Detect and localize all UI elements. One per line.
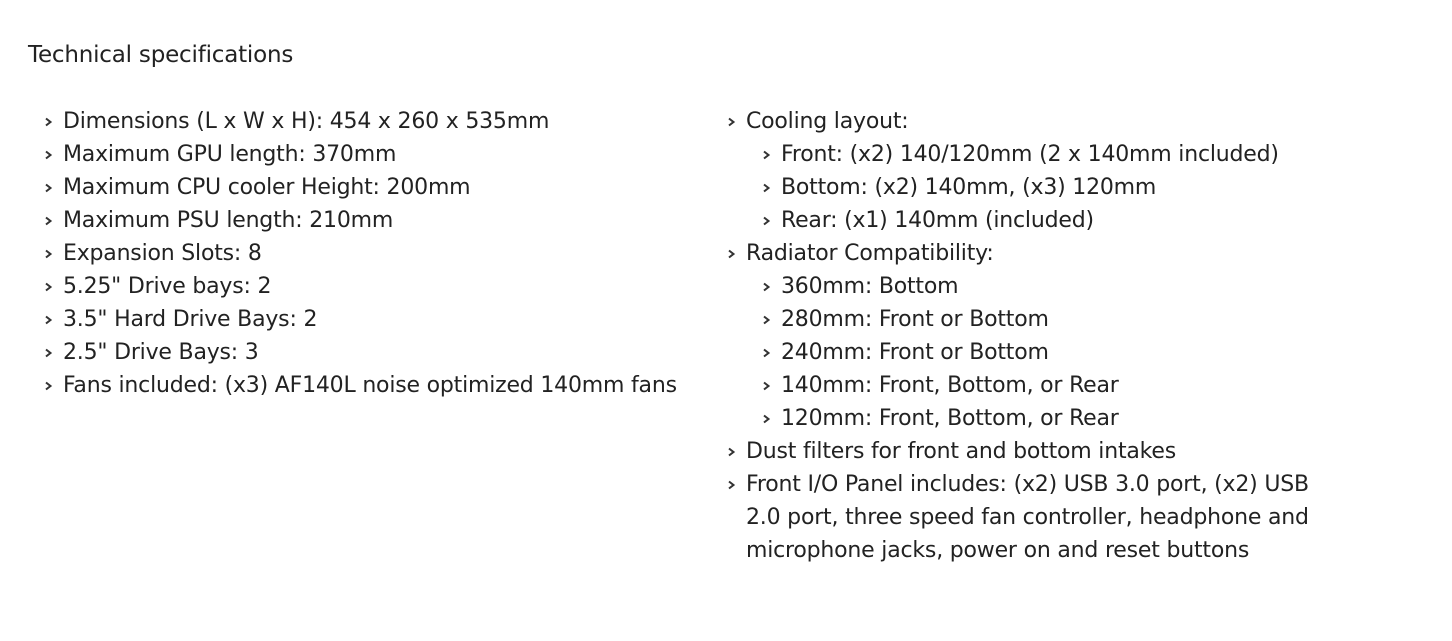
- spec-expansion-slots: Expansion Slots: 8: [63, 241, 262, 266]
- list-item: [760, 204, 1345, 237]
- radiator-120: 120mm: Front, Bottom, or Rear: [781, 406, 1119, 431]
- spec-front-io-panel: Front I/O Panel includes: (x2) USB 3.0 port, (x2) USB 2.0 port, three speed fan controller, headphone and microphone jacks, power on and reset buttons: [746, 472, 1309, 563]
- list-item: [760, 303, 1345, 336]
- list-item: [760, 138, 1345, 171]
- chevron-right-icon: [44, 315, 53, 325]
- cooling-bottom: Bottom: (x2) 140mm, (x3) 120mm: [781, 175, 1157, 200]
- spec-dimensions: Dimensions (L x W x H): 454 x 260 x 535mm: [63, 109, 550, 134]
- list-item: [42, 105, 702, 138]
- list-item: [725, 435, 1345, 468]
- spec-fans-included: Fans included: (x3) AF140L noise optimized 140mm fans: [63, 373, 677, 398]
- chevron-right-icon: [762, 315, 771, 325]
- list-item: [42, 204, 702, 237]
- spec-gpu-length: Maximum GPU length: 370mm: [63, 142, 397, 167]
- chevron-right-icon: [44, 150, 53, 160]
- spec-dust-filters: Dust filters for front and bottom intakes: [746, 439, 1177, 464]
- chevron-right-icon: [727, 249, 736, 259]
- list-item: [42, 138, 702, 171]
- list-item: [42, 237, 702, 270]
- list-item: [760, 336, 1345, 369]
- list-item: [42, 270, 702, 303]
- list-item: [42, 369, 702, 402]
- chevron-right-icon: [762, 282, 771, 292]
- chevron-right-icon: [44, 381, 53, 391]
- list-item: [42, 171, 702, 204]
- radiator-240: 240mm: Front or Bottom: [781, 340, 1049, 365]
- list-item: [725, 468, 1345, 567]
- list-item: [725, 105, 1345, 237]
- section-title: Technical specifications: [28, 42, 294, 68]
- chevron-right-icon: [727, 117, 736, 127]
- chevron-right-icon: [44, 249, 53, 259]
- spec-list-left: [42, 105, 702, 402]
- radiator-360: 360mm: Bottom: [781, 274, 959, 299]
- chevron-right-icon: [762, 150, 771, 160]
- radiator-sublist: [746, 270, 1345, 435]
- chevron-right-icon: [762, 381, 771, 391]
- list-item: [42, 303, 702, 336]
- chevron-right-icon: [762, 183, 771, 193]
- list-item: [725, 237, 1345, 435]
- chevron-right-icon: [762, 216, 771, 226]
- chevron-right-icon: [44, 117, 53, 127]
- list-item: [760, 270, 1345, 303]
- list-item: [760, 369, 1345, 402]
- chevron-right-icon: [762, 414, 771, 424]
- spec-cooling-layout: Cooling layout:: [746, 109, 909, 134]
- chevron-right-icon: [44, 183, 53, 193]
- spec-radiator-compatibility: Radiator Compatibility:: [746, 241, 994, 266]
- spec-cpu-cooler-height: Maximum CPU cooler Height: 200mm: [63, 175, 471, 200]
- spec-psu-length: Maximum PSU length: 210mm: [63, 208, 394, 233]
- list-item: [42, 336, 702, 369]
- spec-25-drive-bays: 2.5" Drive Bays: 3: [63, 340, 259, 365]
- chevron-right-icon: [727, 447, 736, 457]
- spec-list-right: [725, 105, 1345, 567]
- list-item: [760, 171, 1345, 204]
- cooling-rear: Rear: (x1) 140mm (included): [781, 208, 1094, 233]
- radiator-280: 280mm: Front or Bottom: [781, 307, 1049, 332]
- list-item: [760, 402, 1345, 435]
- spec-35-drive-bays: 3.5" Hard Drive Bays: 2: [63, 307, 318, 332]
- chevron-right-icon: [44, 216, 53, 226]
- chevron-right-icon: [44, 348, 53, 358]
- chevron-right-icon: [727, 480, 736, 490]
- chevron-right-icon: [44, 282, 53, 292]
- spec-525-drive-bays: 5.25" Drive bays: 2: [63, 274, 272, 299]
- cooling-front: Front: (x2) 140/120mm (2 x 140mm included): [781, 142, 1279, 167]
- chevron-right-icon: [762, 348, 771, 358]
- radiator-140: 140mm: Front, Bottom, or Rear: [781, 373, 1119, 398]
- cooling-sublist: [746, 138, 1345, 237]
